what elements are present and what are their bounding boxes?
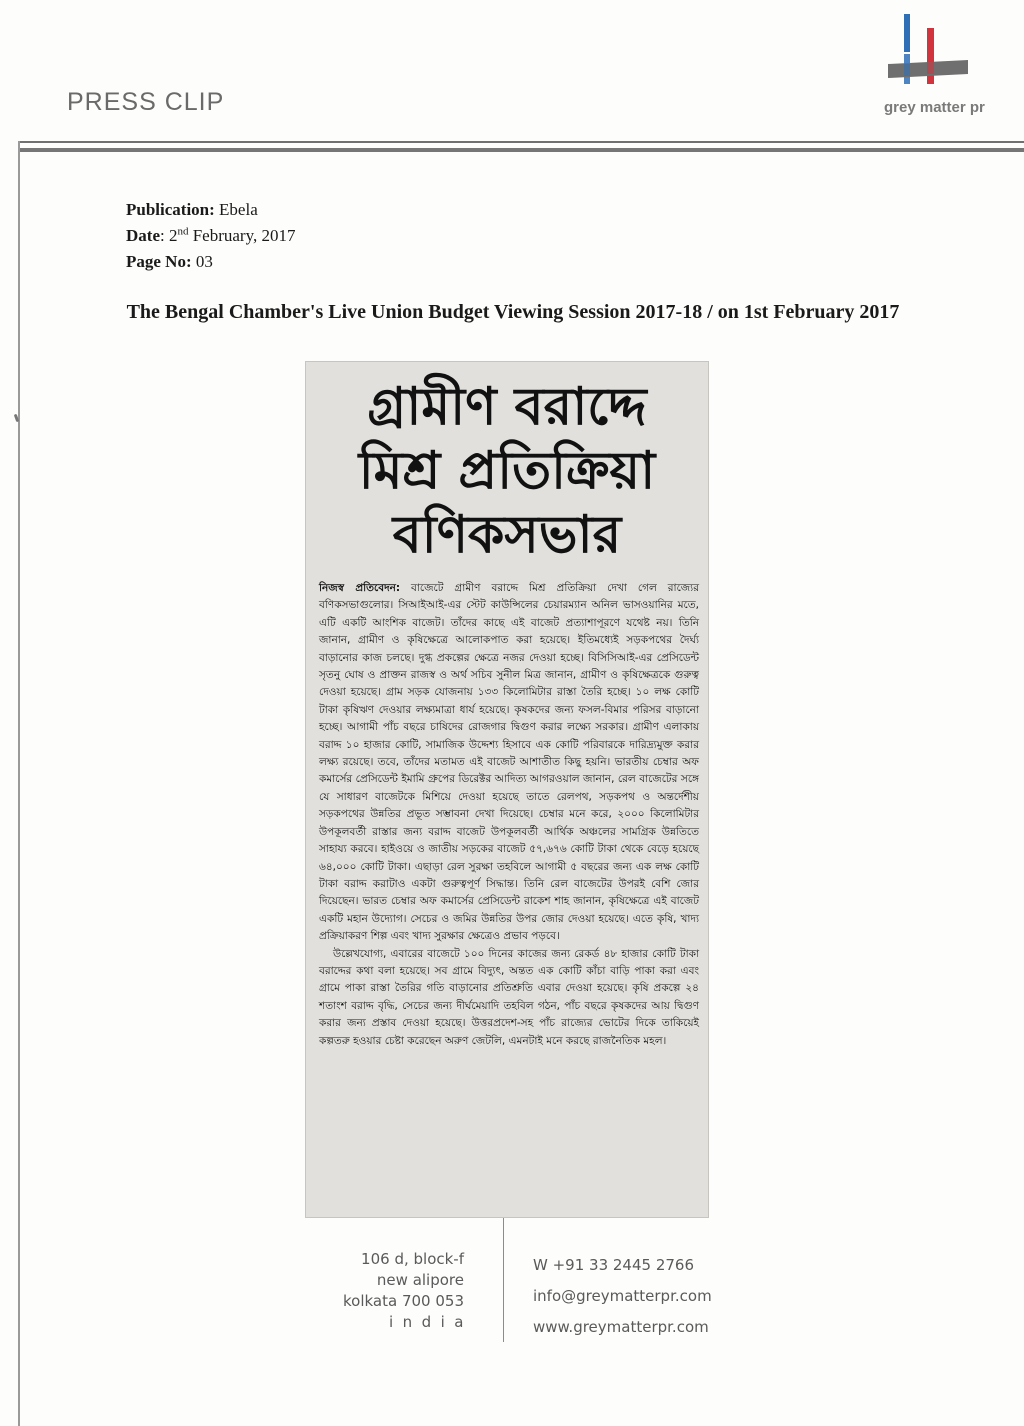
newspaper-clipping — [305, 361, 709, 1218]
date-rest: February, 2017 — [188, 226, 296, 245]
address-line-2: new alipore — [376, 1271, 464, 1289]
publication-details — [126, 197, 295, 275]
publication-label: Publication: — [126, 200, 215, 219]
publication-value: Ebela — [219, 200, 258, 219]
brand-name: grey matter pr — [884, 99, 985, 116]
page-label: Page No: — [126, 252, 192, 271]
footer-divider — [503, 1218, 504, 1342]
website-link[interactable]: www.greymatterpr.com — [533, 1318, 709, 1336]
address-line-4: india — [388, 1313, 473, 1331]
article-paragraph-2: উল্লেখযোগ্য, এবারের বাজেটে ১০০ দিনের কাজের জন্য রেকর্ড ৪৮ হাজার কোটি টাকা বরাদ্দের কথা বলা হয়েছে। সব গ্রামে বিদ্যুৎ, অন্তত এক কোটি কাঁচা বাড়ি পাকা করা এবং গ্রামে পাকা রাস্তা তৈরির গতি বাড়ানোর প্রতিশ্রুতি এবার দেওয়া হয়েছে। কৃষি প্রকল্পে ২৪ শতাংশ বরাদ্দ বৃদ্ধি, সেচের জন্য দীর্ঘমেয়াদি তহবিল গঠন, পাঁচ বছরে কৃষকদের আয় দ্বিগুণ করার জন্য প্রস্তাব দেওয়া হয়েছে। উত্তরপ্রদেশ-সহ পাঁচ রাজ্যের ভোটের দিকে তাকিয়েই কল্পতরু হওয়ার চেষ্টা করেছেন অরুণ জেটলি, এমনটাই মনে করছে রাজনৈতিক মহল। — [319, 947, 699, 1047]
headline-line-2: মিশ্র প্রতিক্রিয়া — [358, 441, 656, 501]
article-byline: নিজস্ব প্রতিবেদন: — [319, 582, 401, 594]
page-row — [126, 249, 295, 275]
footer-address — [330, 1249, 473, 1333]
press-clip-heading: PRESS CLIP — [67, 88, 225, 116]
document-title: The Bengal Chamber's Live Union Budget Viewing Session 2017-18 / on 1st February 2017 — [126, 301, 900, 323]
page-margin-line — [18, 141, 20, 1426]
footer-contact — [533, 1250, 712, 1343]
date-day: : 2 — [159, 226, 178, 245]
headline-line-3: বণিকসভার — [392, 505, 622, 565]
clipping-headline — [305, 375, 709, 567]
paragraph-1-text: বাজেটে গ্রামীণ বরাদ্দে মিশ্র প্রতিক্রিয়া দেখা গেল রাজ্যের বণিকসভাগুলোর। সিআইআই-এর স্টেট কাউন্সিলের চেয়ারম্যান অনিল ভাসওয়ানির মতে, এটি একটি আংশিক বাজেট। তাঁদের কাছে এই বাজেট প্রত্যাশাপূরণে যথেষ্ট নয়। তিনি জানান, গ্রামীণ ও কৃষিক্ষেত্রে আলোকপাত করা হয়েছে। ইতিমধ্যেই সড়কপথের দৈর্ঘ্য বাড়ানোর কাজ চলছে। দুগ্ধ প্রকল্পের ক্ষেত্রে নজর দেওয়া হচ্ছে। বিসিসিআই-এর প্রেসিডেন্ট সৃতনু ঘোষ ও প্রাক্তন রাজস্ব ও অর্থ সচিব সুনীল মিত্র জানান, গ্রামীণ ও কৃষিক্ষেত্রকে গুরুত্ব দেওয়া হয়েছে। গ্রাম সড়ক যোজনায় ১৩৩ কিলোমিটার রাস্তা তৈরি হচ্ছে। ১০ লক্ষ কোটি টাকা কৃষিঋণ দেওয়ার লক্ষ্যমাত্রা ধার্য হয়েছে। কৃষকদের জন্য ফসল-বিমার পরিসর বাড়ানো হচ্ছে। আগামী পাঁচ বছরে চাষিদের রোজগার দ্বিগুণ করার লক্ষ্যে সরকার। গ্রামীণ এলাকায় বরাদ্দ ১০ হাজার কোটি, সামাজিক উদ্দেশ্য হিসাবে এক কোটি পরিবারকে দারিদ্র্যমুক্ত করার লক্ষ্য রয়েছে। তবে, তাঁদের মতামত এই বাজেট আশাতীত কিছু হয়নি। ভারতীয় চেম্বার অফ কমার্সের প্রেসিডেন্ট ইমামি গ্রুপের ডিরেক্টর আদিত্য আগরওয়াল জানান, রেল বাজেটের সঙ্গে যে সাধারণ বাজেটকে মিশিয়ে দেওয়া হয়েছে তাতে রেলপথ, সড়কপথ ও অন্তর্দেশীয় সড়কপথের উন্নতির প্রভূত সম্ভাবনা দেখা দিয়েছে। চেম্বার মনে করে, ২০০০ কিলোমিটার উপকূলবর্তী রাস্তার জন্য বরাদ্দ বাজেট উপকূলবর্তী আর্থিক অঞ্চলের সামগ্রিক উন্নতিতে সাহায্য করবে। হাইওয়ে ও জাতীয় সড়কের বাজেট ৫৭,৬৭৬ কোটি টাকা থেকে বেড়ে হয়েছে ৬৪,০০০ কোটি টাকা। এছাড়া রেল সুরক্ষা তহবিলে আগামী ৫ বছরের জন্য এক লক্ষ কোটি টাকা বরাদ্দ করাটাও একটা গুরুত্বপূর্ণ সিদ্ধান্ত। তিনি রেল বাজেটের উপরই বেশি জোর দিয়েছেন। ভারত চেম্বার অফ কমার্সের প্রেসিডেন্ট রাকেশ শাহ জানান, কৃষিক্ষেত্রে এই বাজেট একটি মহান উদ্যোগ। সেচের ও জমির উন্নতির উপর জোর দেওয়া হয়েছে। এতে কৃষি, খাদ্য প্রক্রিয়াকরণ শিল্প এবং খাদ্য সুরক্ষার ক্ষেত্রেও প্রভাব পড়বে। — [319, 582, 699, 943]
company-logo — [884, 8, 984, 120]
phone-number: W +91 33 2445 2766 — [533, 1256, 694, 1274]
date-suffix: nd — [177, 225, 189, 238]
date-label: Date — [126, 226, 160, 245]
date-row — [126, 223, 295, 249]
email-link[interactable]: info@greymatterpr.com — [533, 1287, 712, 1305]
publication-row — [126, 197, 295, 223]
article-body — [319, 580, 699, 1050]
address-line-3: kolkata 700 053 — [343, 1292, 464, 1310]
header-rule-thin — [18, 141, 1024, 143]
article-paragraph-1 — [319, 580, 699, 946]
address-line-1: 106 d, block-f — [361, 1250, 464, 1268]
page-value: 03 — [195, 252, 213, 271]
header-rule-thick — [18, 148, 1024, 152]
grey-matter-logo-icon — [888, 10, 968, 88]
headline-line-1: গ্রামীণ বরাদ্দে — [367, 377, 647, 437]
